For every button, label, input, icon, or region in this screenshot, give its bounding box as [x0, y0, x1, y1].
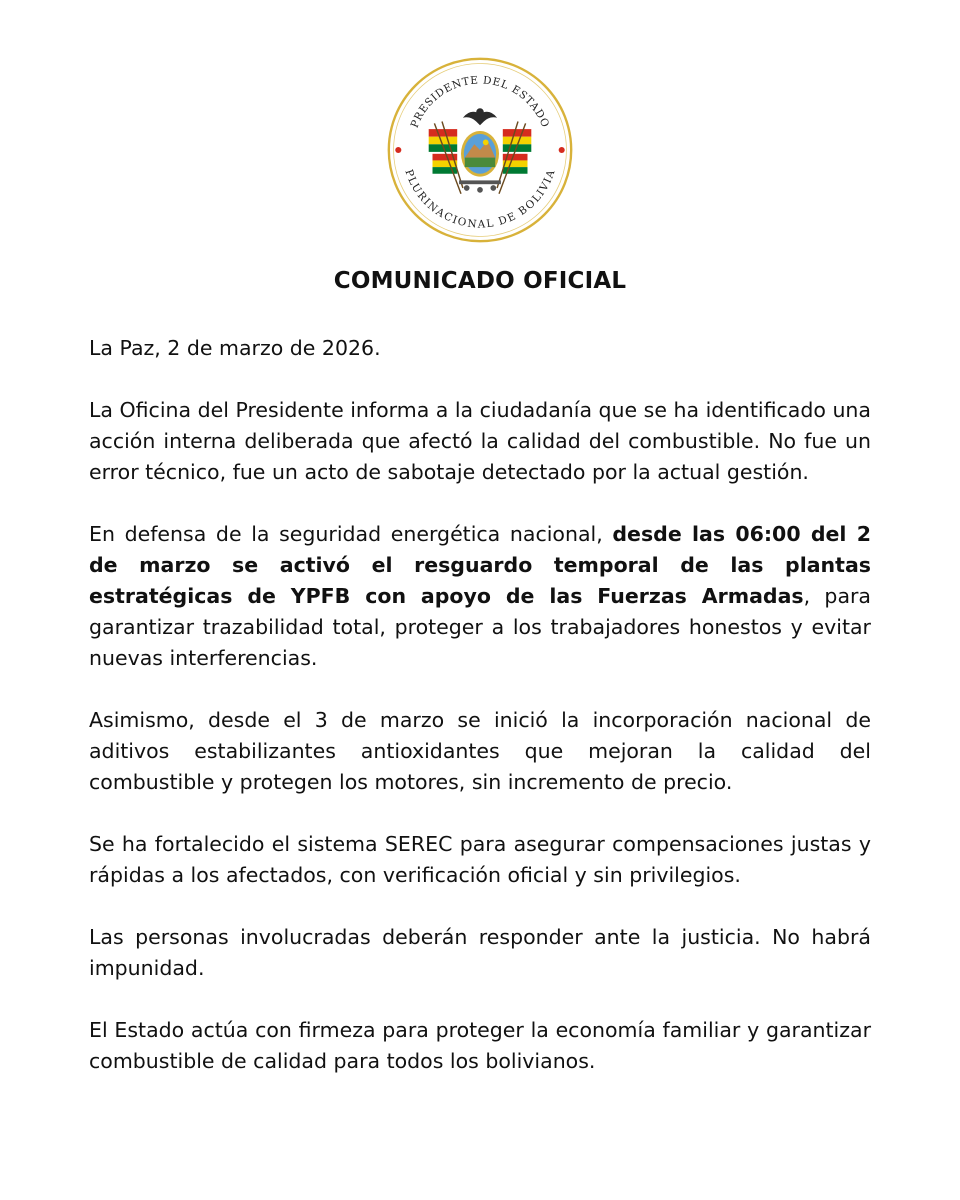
document-title: COMUNICADO OFICIAL [333, 268, 627, 294]
paragraph-justice: Las personas involucradas deberán responder ante la justicia. No habrá impunidad. [89, 925, 871, 980]
seal-bottom-text: PLURINACIONAL DE BOLIVIA [402, 168, 558, 231]
paragraph-energy-security-start: En defensa de la seguridad energética nacional, [89, 522, 613, 546]
paragraph-additives: Asimismo, desde el 3 de marzo se inició la incorporación nacional de aditivos estabilizantes antioxidantes que mejoran la calidad del combustible y protegen los motores, sin incremento de precio. [89, 708, 871, 794]
presidential-seal [385, 55, 575, 245]
paragraph-closing: El Estado actúa con firmeza para proteger la economía familiar y garantizar combustible de calidad para todos los bolivianos. [89, 1018, 871, 1073]
date-line: La Paz, 2 de marzo de 2026. [89, 336, 381, 360]
document-body [89, 333, 871, 1108]
seal-top-text: PRESIDENTE DEL ESTADO [408, 74, 552, 130]
paragraph-sabotage: La Oficina del Presidente informa a la ciudadanía que se ha identificado una acción interna deliberada que afectó la calidad del combustible. No fue un error técnico, fue un acto de sabotaje detectado por la actual gestión. [89, 398, 871, 484]
paragraph-energy-security-bold: desde las 06:00 del 2 de marzo se activó el resguardo temporal de las plantas estratégicas de YPFB con apoyo de las Fuerzas Armadas [89, 522, 871, 608]
bolivia-coat-of-arms-seal-icon [385, 55, 575, 245]
paragraph-serec: Se ha fortalecido el sistema SEREC para asegurar compensaciones justas y rápidas a los afectados, con verificación oficial y sin privilegios. [89, 832, 871, 887]
paragraph-energy-security-end: , para garantizar trazabilidad total, proteger a los trabajadores honestos y evitar nuevas interferencias. [89, 584, 871, 670]
paragraph-energy-security [89, 519, 871, 674]
